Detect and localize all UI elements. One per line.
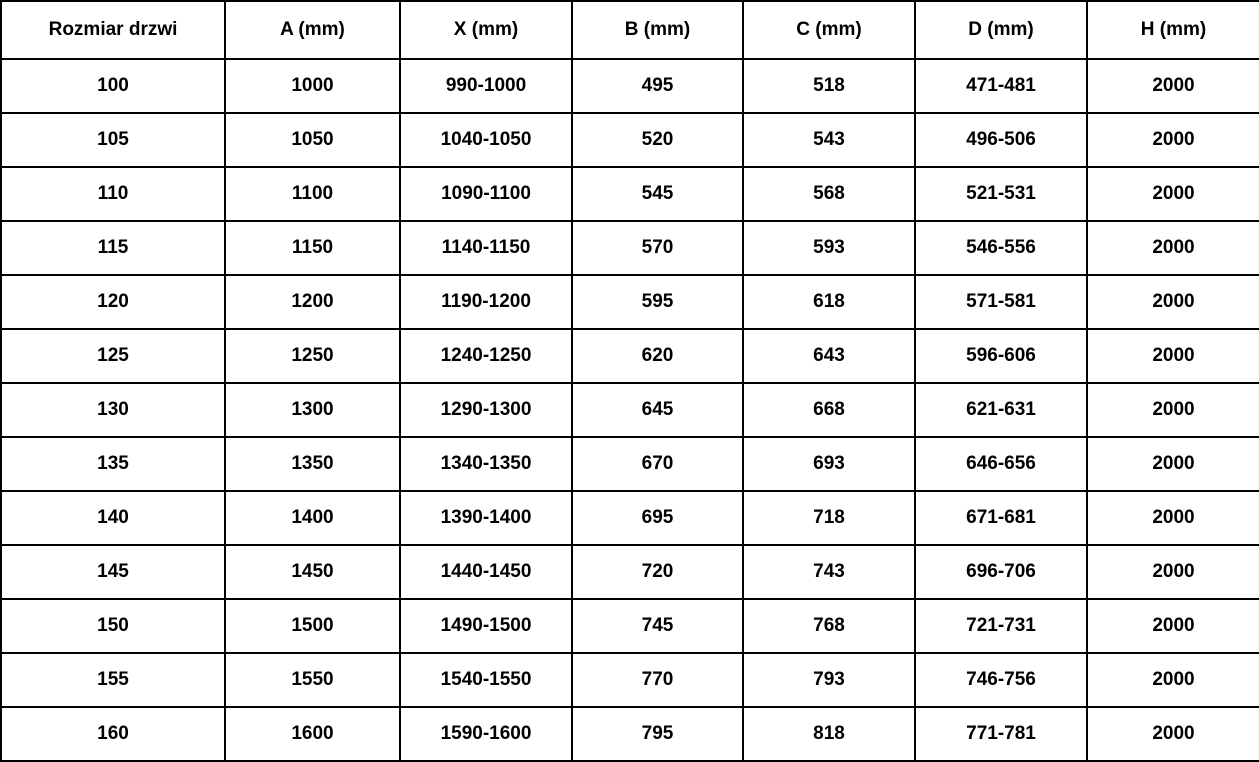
cell-h: 2000 xyxy=(1087,59,1259,113)
cell-c: 768 xyxy=(743,599,915,653)
cell-c: 618 xyxy=(743,275,915,329)
table-row xyxy=(1,383,1259,437)
cell-b: 695 xyxy=(572,491,743,545)
cell-d: 596-606 xyxy=(915,329,1087,383)
cell-b: 770 xyxy=(572,653,743,707)
cell-a: 1200 xyxy=(225,275,400,329)
cell-door-size: 125 xyxy=(1,329,225,383)
table-row xyxy=(1,59,1259,113)
column-header-d: D (mm) xyxy=(915,1,1087,59)
cell-door-size: 105 xyxy=(1,113,225,167)
table-row xyxy=(1,275,1259,329)
cell-door-size: 110 xyxy=(1,167,225,221)
cell-a: 1150 xyxy=(225,221,400,275)
cell-h: 2000 xyxy=(1087,491,1259,545)
cell-d: 621-631 xyxy=(915,383,1087,437)
cell-x: 1040-1050 xyxy=(400,113,572,167)
table-row xyxy=(1,599,1259,653)
cell-d: 771-781 xyxy=(915,707,1087,761)
cell-b: 495 xyxy=(572,59,743,113)
cell-d: 696-706 xyxy=(915,545,1087,599)
cell-h: 2000 xyxy=(1087,545,1259,599)
cell-d: 546-556 xyxy=(915,221,1087,275)
cell-h: 2000 xyxy=(1087,167,1259,221)
cell-door-size: 135 xyxy=(1,437,225,491)
table-header xyxy=(1,1,1259,59)
cell-x: 1440-1450 xyxy=(400,545,572,599)
cell-d: 521-531 xyxy=(915,167,1087,221)
cell-b: 620 xyxy=(572,329,743,383)
cell-door-size: 130 xyxy=(1,383,225,437)
cell-c: 793 xyxy=(743,653,915,707)
cell-c: 568 xyxy=(743,167,915,221)
table-header-row xyxy=(1,1,1259,59)
cell-c: 693 xyxy=(743,437,915,491)
cell-a: 1300 xyxy=(225,383,400,437)
cell-a: 1550 xyxy=(225,653,400,707)
table-body xyxy=(1,59,1259,761)
cell-b: 545 xyxy=(572,167,743,221)
cell-a: 1400 xyxy=(225,491,400,545)
table-row xyxy=(1,113,1259,167)
cell-h: 2000 xyxy=(1087,383,1259,437)
cell-x: 1140-1150 xyxy=(400,221,572,275)
cell-door-size: 150 xyxy=(1,599,225,653)
cell-a: 1450 xyxy=(225,545,400,599)
cell-a: 1250 xyxy=(225,329,400,383)
cell-c: 643 xyxy=(743,329,915,383)
cell-h: 2000 xyxy=(1087,653,1259,707)
cell-h: 2000 xyxy=(1087,707,1259,761)
table-row xyxy=(1,437,1259,491)
cell-door-size: 140 xyxy=(1,491,225,545)
cell-door-size: 160 xyxy=(1,707,225,761)
cell-c: 818 xyxy=(743,707,915,761)
cell-c: 718 xyxy=(743,491,915,545)
cell-a: 1600 xyxy=(225,707,400,761)
cell-x: 1340-1350 xyxy=(400,437,572,491)
cell-b: 645 xyxy=(572,383,743,437)
cell-c: 668 xyxy=(743,383,915,437)
column-header-a: A (mm) xyxy=(225,1,400,59)
cell-x: 1540-1550 xyxy=(400,653,572,707)
column-header-h: H (mm) xyxy=(1087,1,1259,59)
cell-x: 1490-1500 xyxy=(400,599,572,653)
cell-b: 520 xyxy=(572,113,743,167)
cell-x: 1590-1600 xyxy=(400,707,572,761)
cell-x: 990-1000 xyxy=(400,59,572,113)
cell-a: 1050 xyxy=(225,113,400,167)
cell-b: 670 xyxy=(572,437,743,491)
cell-door-size: 100 xyxy=(1,59,225,113)
cell-c: 518 xyxy=(743,59,915,113)
cell-c: 593 xyxy=(743,221,915,275)
cell-b: 795 xyxy=(572,707,743,761)
cell-d: 646-656 xyxy=(915,437,1087,491)
column-header-c: C (mm) xyxy=(743,1,915,59)
table-row xyxy=(1,167,1259,221)
cell-h: 2000 xyxy=(1087,221,1259,275)
cell-h: 2000 xyxy=(1087,437,1259,491)
cell-door-size: 155 xyxy=(1,653,225,707)
column-header-b: B (mm) xyxy=(572,1,743,59)
cell-b: 745 xyxy=(572,599,743,653)
cell-d: 721-731 xyxy=(915,599,1087,653)
cell-d: 471-481 xyxy=(915,59,1087,113)
table-row xyxy=(1,491,1259,545)
cell-d: 671-681 xyxy=(915,491,1087,545)
cell-c: 543 xyxy=(743,113,915,167)
cell-x: 1090-1100 xyxy=(400,167,572,221)
cell-a: 1100 xyxy=(225,167,400,221)
table-row xyxy=(1,653,1259,707)
table-row xyxy=(1,545,1259,599)
cell-h: 2000 xyxy=(1087,329,1259,383)
cell-d: 746-756 xyxy=(915,653,1087,707)
cell-b: 720 xyxy=(572,545,743,599)
cell-x: 1290-1300 xyxy=(400,383,572,437)
cell-h: 2000 xyxy=(1087,599,1259,653)
cell-door-size: 115 xyxy=(1,221,225,275)
cell-c: 743 xyxy=(743,545,915,599)
column-header-x: X (mm) xyxy=(400,1,572,59)
cell-a: 1350 xyxy=(225,437,400,491)
cell-door-size: 120 xyxy=(1,275,225,329)
cell-b: 595 xyxy=(572,275,743,329)
column-header-door-size: Rozmiar drzwi xyxy=(1,1,225,59)
cell-x: 1390-1400 xyxy=(400,491,572,545)
cell-x: 1240-1250 xyxy=(400,329,572,383)
cell-x: 1190-1200 xyxy=(400,275,572,329)
cell-h: 2000 xyxy=(1087,275,1259,329)
cell-b: 570 xyxy=(572,221,743,275)
cell-d: 496-506 xyxy=(915,113,1087,167)
cell-door-size: 145 xyxy=(1,545,225,599)
table-row xyxy=(1,221,1259,275)
cell-a: 1500 xyxy=(225,599,400,653)
cell-a: 1000 xyxy=(225,59,400,113)
table-row xyxy=(1,707,1259,761)
table-row xyxy=(1,329,1259,383)
cell-h: 2000 xyxy=(1087,113,1259,167)
cell-d: 571-581 xyxy=(915,275,1087,329)
